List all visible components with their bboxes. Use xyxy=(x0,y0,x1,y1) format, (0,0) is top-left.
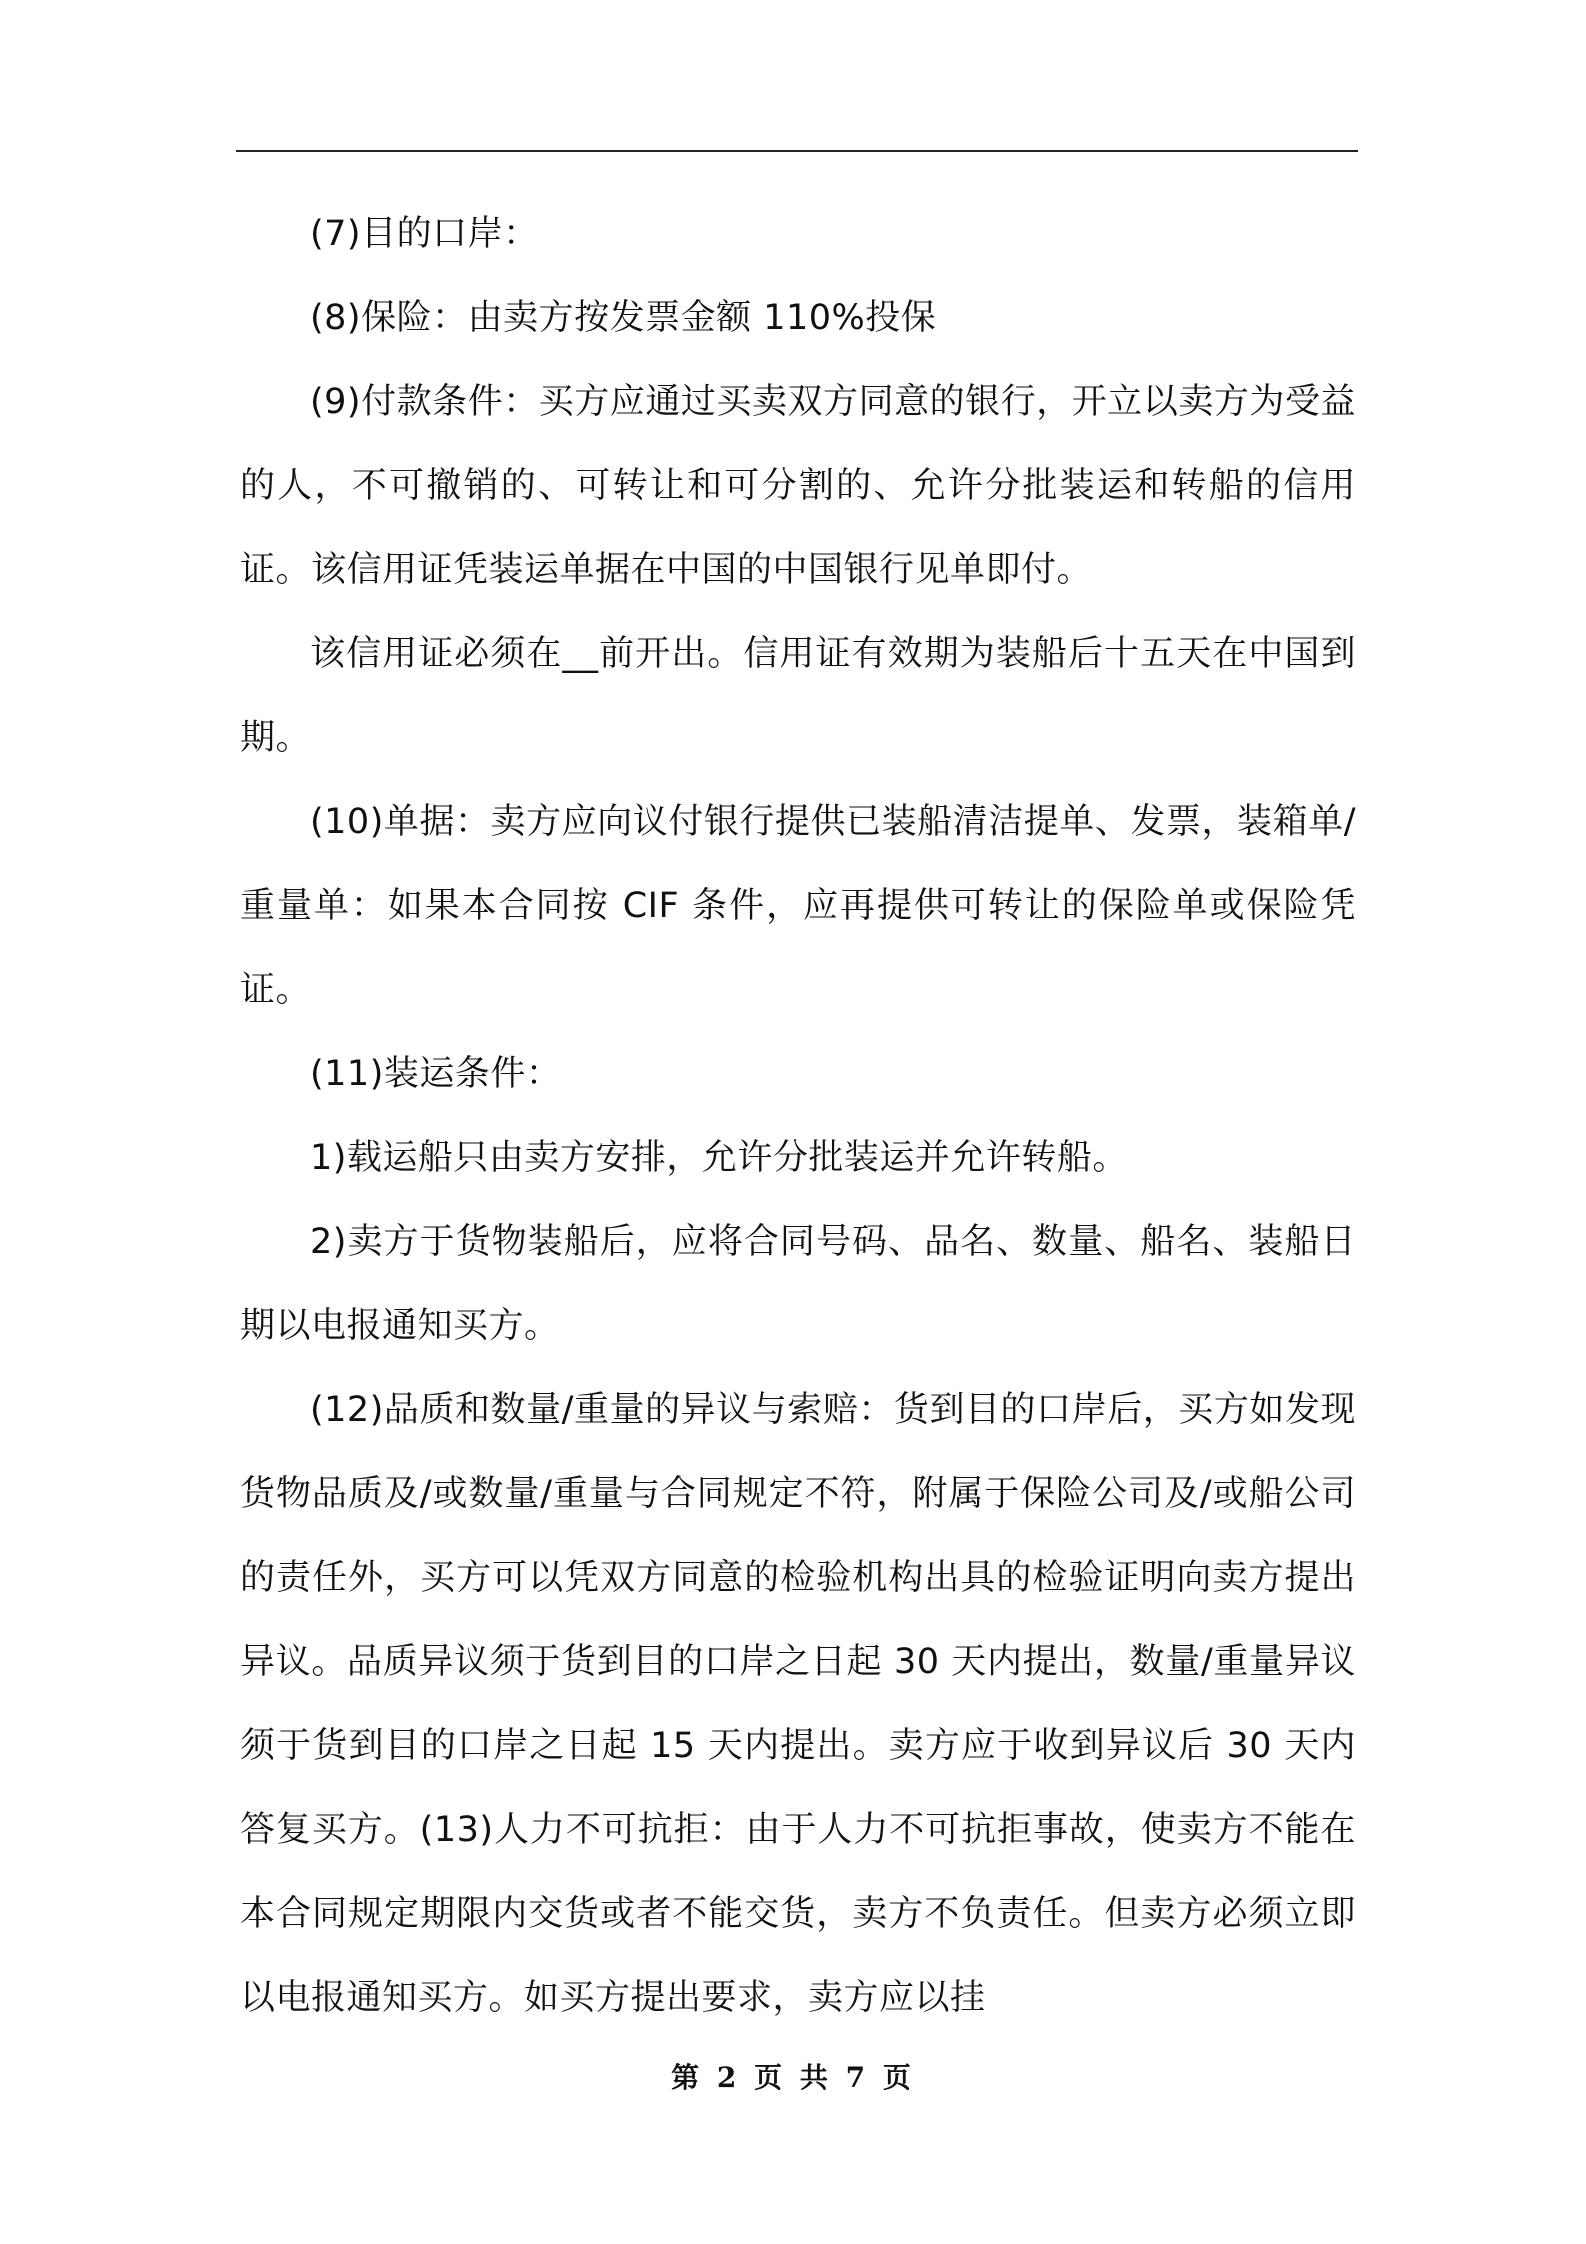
clause-10-documents: (10)单据：卖方应向议付银行提供已装船清洁提单、发票，装箱单/重量单：如果本合同按 CIF 条件，应再提供可转让的保险单或保险凭证。 xyxy=(240,802,1356,1010)
document-body xyxy=(240,192,1356,2040)
shipment-term-1: 1)载运船只由卖方安排，允许分批装运并允许转船。 xyxy=(310,1138,1128,1178)
page-number-footer: 第 2 页 共 7 页 xyxy=(671,2061,915,2094)
clause-11-shipment-terms: (11)装运条件： xyxy=(310,1054,562,1094)
clause-12-13-claims-force-majeure: (12)品质和数量/重量的异议与索赔：货到目的口岸后，买方如发现货物品质及/或数量/重量与合同规定不符，附属于保险公司及/或船公司的责任外，买方可以凭双方同意的检验机构出具的检验证明向卖方提出异议。品质异议须于货到目的口岸之日起 30 天内提出，数量/重量异议须于货到目的口岸之日起 15 天内提出。卖方应于收到异议后 30 天内答复买方。(13)人力不可抗拒：由于人力不可抗拒事故，使卖方不能在本合同规定期限内交货或者不能交货，卖方不负责任。但卖方必须立即以电报通知买方。如买方提出要求，卖方应以挂 xyxy=(240,1390,1356,2018)
clause-7-destination-port: (7)目的口岸： xyxy=(310,214,539,254)
clause-8-insurance: (8)保险：由卖方按发票金额 110%投保 xyxy=(310,298,937,338)
letter-of-credit-deadline: 该信用证必须在__前开出。信用证有效期为装船后十五天在中国到期。 xyxy=(240,634,1356,758)
clause-9-payment-terms: (9)付款条件：买方应通过买卖双方同意的银行，开立以卖方为受益的人，不可撤销的、可转让和可分割的、允许分批装运和转船的信用证。该信用证凭装运单据在中国的中国银行见单即付。 xyxy=(240,382,1356,590)
shipment-term-2: 2)卖方于货物装船后，应将合同号码、品名、数量、船名、装船日期以电报通知买方。 xyxy=(240,1222,1356,1346)
header-rule xyxy=(236,150,1358,152)
